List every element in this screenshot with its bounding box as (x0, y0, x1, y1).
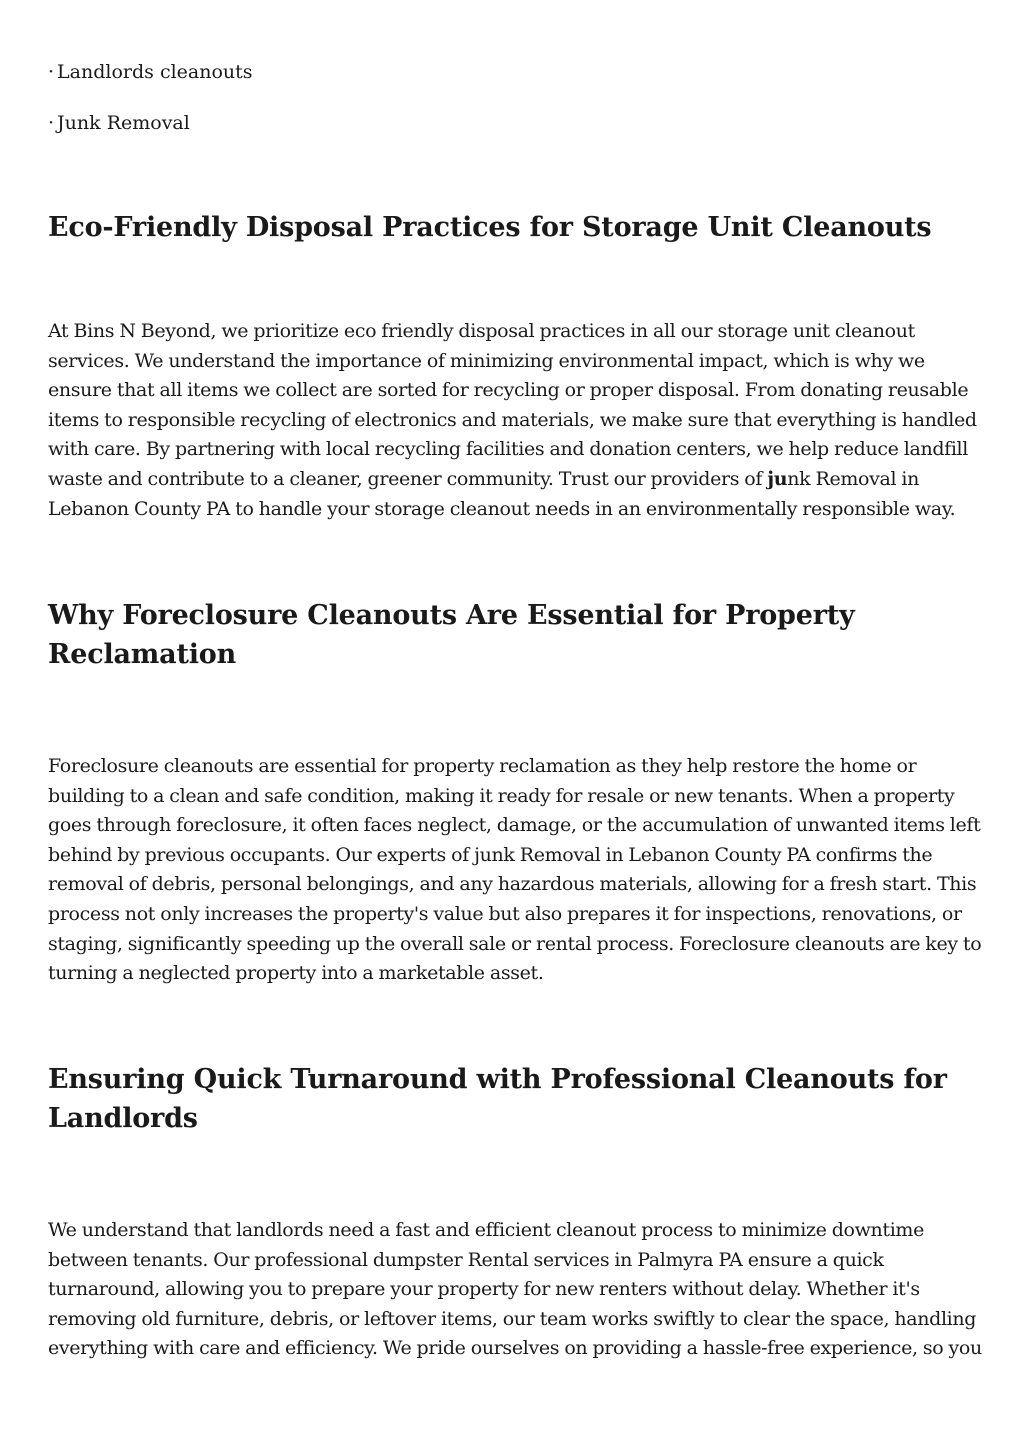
list-item-text: Landlords cleanouts (57, 61, 253, 83)
bullet-marker: · (48, 112, 55, 134)
bold-text: ju (767, 467, 788, 490)
section-body-foreclosure: Foreclosure cleanouts are essential for property reclamation as they help restore the home or building to a clean and safe condition, making it ready for resale or new tenants. When a property goes through foreclosure, it often faces neglect, damage, or the accumulation of unwanted items left behind by previous occupants. Our experts of junk Removal in Lebanon County PA confirms the removal of debris, personal belongings, and any hazardous materials, allowing for a fresh start. This process not only increases the property's value but also prepares it for inspections, renovations, or staging, significantly speeding up the overall sale or rental process. Foreclosure cleanouts are key to turning a neglected property into a marketable asset. (48, 755, 982, 985)
body-text: At Bins N Beyond, we prioritize eco friendly disposal practices in all our storage unit cleanout services. We understand the importance of minimizing environmental impact, which is why we ensure that all items we collect are sorted for recycling or proper disposal. From donating reusable items to responsible recycling of electronics and materials, we make sure that everything is handled with care. By partnering with local recycling facilities and donation centers, we help reduce landfill waste and contribute to a cleaner, greener community. Trust our providers of (48, 320, 977, 490)
list-item-text: Junk Removal (57, 112, 190, 134)
section-body-landlords: We understand that landlords need a fast and efficient cleanout process to minimize downtime between tenants. Our professional dumpster Rental services in Palmyra PA ensure a quick turnaround, allowing you to prepare your property for new renters without delay. Whether it's removing old furniture, debris, or leftover items, our team works swiftly to clear the space, handling everything with care and efficiency. We pride ourselves on providing a hassle-free experience, so you (48, 1219, 982, 1360)
body-text: nk Removal in Lebanon County PA to handle your storage cleanout needs in an environmentally responsible way. (48, 467, 956, 520)
list-item (48, 60, 253, 84)
bullet-marker: · (48, 61, 55, 83)
section-heading-landlords: Ensuring Quick Turnaround with Professional Cleanouts for Landlords (48, 1064, 947, 1134)
list-item (48, 111, 190, 135)
section-heading-foreclosure: Why Foreclosure Cleanouts Are Essential for Property Reclamation (48, 600, 855, 670)
section-heading-eco-friendly: Eco-Friendly Disposal Practices for Storage Unit Cleanouts (48, 212, 932, 243)
section-body-eco-friendly (48, 317, 983, 524)
